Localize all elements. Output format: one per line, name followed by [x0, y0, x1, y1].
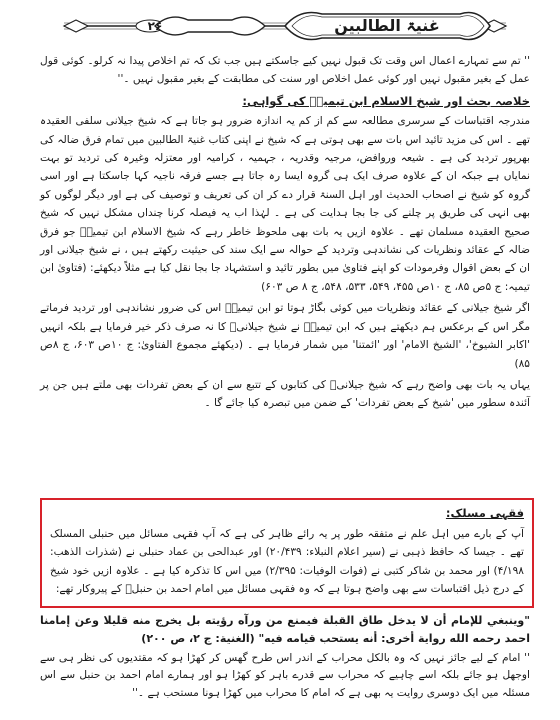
running-title: غنیۃ الطالبین — [334, 16, 440, 35]
section-heading: خلاصہ بحث اور شیخ الاسلام ابن تیمیہؒ کی گواہی: — [242, 93, 530, 108]
fiqh-heading: فقہی مسلک: — [445, 506, 524, 520]
fiqh-text: آپ کے بارے میں اہل علم نے متفقہ طور پر یہ رائے ظاہر کی ہے کہ آپ فقہی مسائل میں حنبلی المسلک تھے ۔ جیسا کہ حافظ ذہبی نے (سیر اعلام النبلاء: ۲۰/۴۳۹) اور عبدالحی بن عماد حنبلی نے (شذرات الذھب: ۴/۱۹۸) اور محمد بن شاکر کتبی نے (فوات الوفیات: ۲/۳۹۵) میں اس کا تذکرہ کیا ہے ۔ علاوہ ازیں خود شیخ کے درج ذیل اقتباسات سے بھی واضح ہوتا ہے کہ وہ فقہی مسائل میں امام احمد بن حنبلؒ کے پیروکار تھے: — [50, 527, 524, 596]
urdu-translation: '' امام کے لیے جائز نہیں کہ وہ بالکل محراب کے اندر اس طرح گھس کر کھڑا ہو کہ مقتدیوں کی نظر ہی سے اوجھل ہو جائے بلکہ اسے چاہیے کہ محراب سے قدرے باہر کو کھڑا ہو اور ہمارے امام احمد بن حنبل سے اس مسئلہ میں ایک دوسری روایت یہ بھی ہے کہ امام کا محراب میں کھڑا ہونا مستحب ہے ۔'' — [40, 651, 530, 700]
highlighted-box — [40, 498, 534, 608]
lower-text — [40, 612, 530, 705]
page-header-ornament — [60, 6, 510, 46]
paragraph-3: یہاں یہ بات بھی واضح رہے کہ شیخ جیلانیؒ کی کتابوں کے تتبع سے ان کے بعض تفردات بھی ملتے ہیں جن پر آئندہ سطور میں 'شیخ کے بعض تفردات' کے ضمن میں تبصرہ کیا جائے گا ۔ — [40, 378, 530, 410]
main-text — [40, 52, 530, 416]
arabic-quote: "وينبغي للإمام أن لا يدخل طاق القبلة فيمنع من ورآه رؤيته بل يخرج منه قليلا وعن إمامنا احمد رحمه الله رواية أخرى: أنه يستحب قيامه فيه" (الغنية: ج ۲، ص ۲۰۰) — [40, 614, 530, 645]
paragraph-1: مندرجہ اقتباسات کے سرسری مطالعہ سے کم از کم یہ اندازہ ضرور ہو جاتا ہے کہ شیخ جیلانی سلفی العقیدہ تھے ۔ اس کی مزید تائید اس بات سے بھی ہوتی ہے کہ شیخ نے اپنی کتاب غنیۃ الطالبین میں تمام فرق ضالہ کی بھرپور تردید کی ہے ۔ شیعہ وروافض، مرجیہ وقدریہ ، جہمیہ ، کرامیہ اور معتزلہ وغیرہ کی تردید تو بہت نمایاں ہے جبکہ ان کے علاوہ صرف ایک ہی گروہ ایسا رہ جاتا ہے جسے فرقہ ناجیہ کہا جاسکتا ہے اور اسی گروہ کو شیخ نے اصحاب الحدیث اور اہل السنۃ قرار دے کر ان کی تعریف و توصیف کی ہے اور دیگر لوگوں کو بھی انہی کی طریق پر چلنے کی جا بجا ہدایت کی ہے ۔ لہٰذا اب یہ فیصلہ کرنا چنداں مشکل نہیں کہ شیخ صحیح العقیدہ مسلمان تھے ۔ علاوہ ازیں یہ بات بھی ملحوظ خاطر رہے کہ شیخ الاسلام ابن تیمیہؒ جو فرق ضالہ کے عقائد ونظریات کی نشاندہی وتردید کے حوالہ سے ایک سند کی حیثیت رکھتے ہیں ، نے شیخ جیلانی اور ان کے بعض اقوال وفرمودات کو اپنے فتاویٰ میں بطور تائید و استشہاد جا بجا نقل کیا ہے مثلاً دیکھئے: (فتاویٰ ابن تیمیہ: ج ۵ص ۸۵، ج ۱۰ص ۴۵۵، ۵۴۹، ۵۳۳، ۵۴۸، ج ۸ ص ۶۰۳) — [40, 115, 530, 293]
top-quote: '' تم سے تمہارے اعمال اس وقت تک قبول نہیں کیے جاسکتے ہیں جب تک کہ تم اخلاص پیدا نہ کرلو۔ کوئی قول عمل کے بغیر مقبول نہیں اور کوئی عمل اخلاص اور سنت کی مطابقت کے بغیر مقبول نہیں ۔'' — [40, 55, 530, 86]
paragraph-2: اگر شیخ جیلانی کے عقائد ونظریات میں کوئی بگاڑ ہوتا تو ابن تیمیہؒ اس کی ضرور نشاندہی اور تردید فرماتے مگر اس کے برعکس ہم دیکھتے ہیں کہ ابن تیمیہؒ نے شیخ جیلانیؒ کا نہ صرف ذکر خیر فرمایا ہے بلکہ انہیں 'اکابر الشیوخ'، 'الشیخ الامام' اور 'ائمتنا' میں شمار فرمایا ہے ۔ (دیکھئے مجموع الفتاویٰ: ج ۱۰ص ۶۰۳، ج ۸ص ۸۵) — [40, 302, 530, 370]
page-number: ۲۶ — [147, 19, 163, 33]
